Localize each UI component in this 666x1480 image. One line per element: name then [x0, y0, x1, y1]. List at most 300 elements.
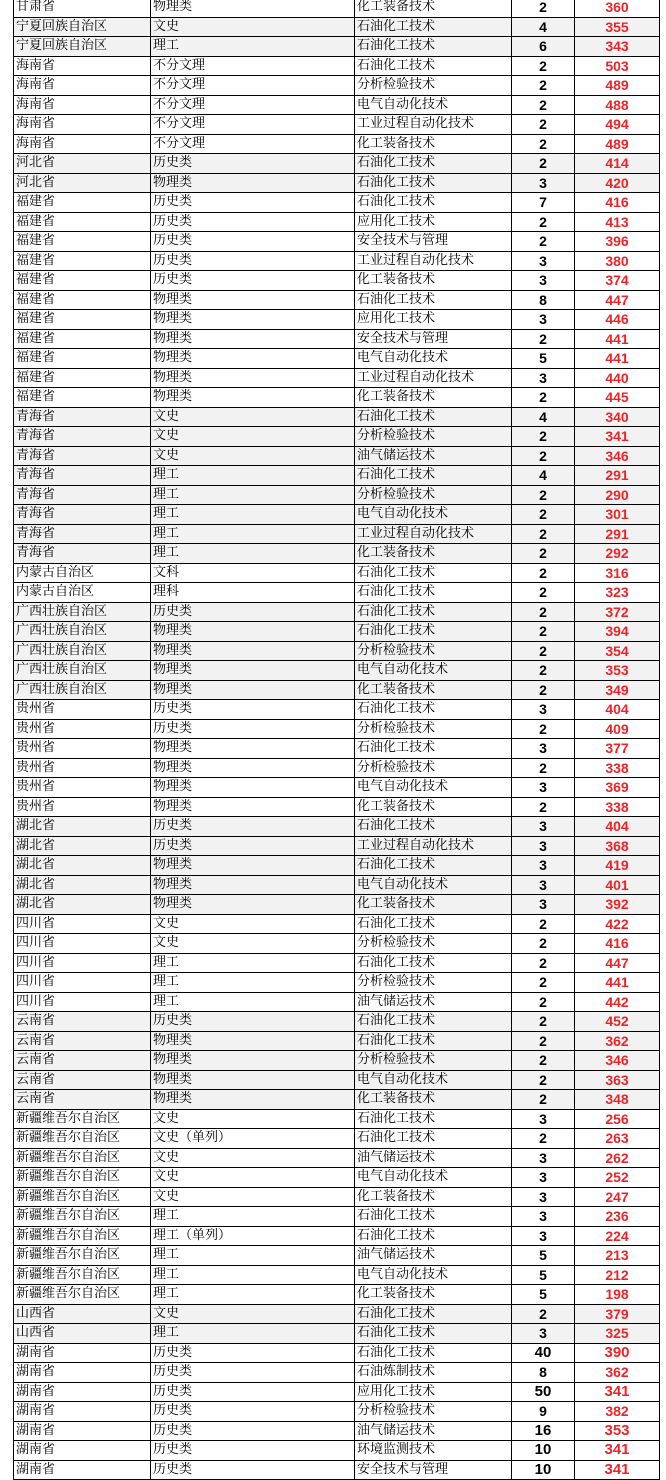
min-score-cell: 503	[575, 56, 660, 76]
province-cell: 新疆维吾尔自治区	[14, 1109, 151, 1129]
plan-count-cell: 3	[512, 1187, 575, 1207]
table-row	[14, 1382, 660, 1402]
plan-count-cell: 2	[512, 56, 575, 76]
major-cell: 石油化工技术	[355, 1031, 512, 1051]
table-row	[14, 271, 660, 291]
major-cell: 分析检验技术	[355, 1051, 512, 1071]
plan-count-cell: 3	[512, 739, 575, 759]
major-cell: 电气自动化技术	[355, 778, 512, 798]
plan-count-cell: 3	[512, 1207, 575, 1227]
province-cell: 云南省	[14, 1031, 151, 1051]
min-score-cell: 362	[575, 1031, 660, 1051]
province-cell: 青海省	[14, 446, 151, 466]
major-cell: 化工装备技术	[355, 0, 512, 17]
province-cell: 海南省	[14, 76, 151, 96]
province-cell: 山西省	[14, 1324, 151, 1344]
province-cell: 福建省	[14, 193, 151, 213]
major-cell: 石油化工技术	[355, 173, 512, 193]
province-cell: 湖北省	[14, 817, 151, 837]
table-row	[14, 1187, 660, 1207]
major-cell: 工业过程自动化技术	[355, 251, 512, 271]
plan-count-cell: 2	[512, 505, 575, 525]
min-score-cell: 419	[575, 856, 660, 876]
plan-count-cell: 6	[512, 37, 575, 57]
min-score-cell: 447	[575, 953, 660, 973]
major-cell: 电气自动化技术	[355, 349, 512, 369]
category-cell: 文史	[151, 1168, 355, 1188]
province-cell: 湖南省	[14, 1421, 151, 1441]
category-cell: 历史类	[151, 700, 355, 720]
table-row	[14, 1421, 660, 1441]
table-row	[14, 290, 660, 310]
category-cell: 物理类	[151, 329, 355, 349]
category-cell: 文史	[151, 407, 355, 427]
min-score-cell: 346	[575, 1051, 660, 1071]
min-score-cell: 341	[575, 1441, 660, 1461]
province-cell: 新疆维吾尔自治区	[14, 1226, 151, 1246]
province-cell: 云南省	[14, 1090, 151, 1110]
table-row	[14, 212, 660, 232]
category-cell: 理工	[151, 544, 355, 564]
table-row	[14, 1168, 660, 1188]
plan-count-cell: 2	[512, 563, 575, 583]
min-score-cell: 212	[575, 1265, 660, 1285]
table-row	[14, 1324, 660, 1344]
plan-count-cell: 2	[512, 719, 575, 739]
major-cell: 分析检验技术	[355, 485, 512, 505]
major-cell: 工业过程自动化技术	[355, 368, 512, 388]
category-cell: 物理类	[151, 388, 355, 408]
major-cell: 化工装备技术	[355, 1090, 512, 1110]
plan-count-cell: 3	[512, 271, 575, 291]
min-score-cell: 368	[575, 836, 660, 856]
category-cell: 理工	[151, 466, 355, 486]
category-cell: 理工	[151, 1265, 355, 1285]
category-cell: 物理类	[151, 778, 355, 798]
table-row	[14, 17, 660, 37]
plan-count-cell: 10	[512, 1460, 575, 1480]
table-row	[14, 505, 660, 525]
major-cell: 安全技术与管理	[355, 232, 512, 252]
major-cell: 石油化工技术	[355, 817, 512, 837]
major-cell: 电气自动化技术	[355, 661, 512, 681]
province-cell: 福建省	[14, 368, 151, 388]
province-cell: 福建省	[14, 251, 151, 271]
table-row	[14, 1070, 660, 1090]
province-cell: 青海省	[14, 505, 151, 525]
plan-count-cell: 2	[512, 76, 575, 96]
plan-count-cell: 2	[512, 115, 575, 135]
min-score-cell: 362	[575, 1363, 660, 1383]
province-cell: 新疆维吾尔自治区	[14, 1207, 151, 1227]
major-cell: 石油化工技术	[355, 1109, 512, 1129]
category-cell: 历史类	[151, 212, 355, 232]
plan-count-cell: 2	[512, 134, 575, 154]
province-cell: 福建省	[14, 212, 151, 232]
table-row	[14, 446, 660, 466]
major-cell: 化工装备技术	[355, 388, 512, 408]
category-cell: 物理类	[151, 641, 355, 661]
category-cell: 不分文理	[151, 134, 355, 154]
min-score-cell: 401	[575, 875, 660, 895]
major-cell: 石油化工技术	[355, 563, 512, 583]
major-cell: 电气自动化技术	[355, 1070, 512, 1090]
category-cell: 物理类	[151, 310, 355, 330]
major-cell: 石油化工技术	[355, 193, 512, 213]
category-cell: 物理类	[151, 875, 355, 895]
category-cell: 历史类	[151, 719, 355, 739]
category-cell: 物理类	[151, 1051, 355, 1071]
table-row	[14, 856, 660, 876]
major-cell: 石油化工技术	[355, 953, 512, 973]
province-cell: 青海省	[14, 407, 151, 427]
province-cell: 贵州省	[14, 797, 151, 817]
major-cell: 石油化工技术	[355, 1304, 512, 1324]
table-row	[14, 700, 660, 720]
plan-count-cell: 3	[512, 1148, 575, 1168]
min-score-cell: 224	[575, 1226, 660, 1246]
province-cell: 广西壮族自治区	[14, 602, 151, 622]
table-row	[14, 466, 660, 486]
plan-count-cell: 2	[512, 641, 575, 661]
category-cell: 文史	[151, 17, 355, 37]
category-cell: 文史	[151, 1148, 355, 1168]
major-cell: 化工装备技术	[355, 797, 512, 817]
plan-count-cell: 2	[512, 427, 575, 447]
category-cell: 理工	[151, 973, 355, 993]
plan-count-cell: 2	[512, 973, 575, 993]
min-score-cell: 390	[575, 1343, 660, 1363]
plan-count-cell: 2	[512, 992, 575, 1012]
category-cell: 理工	[151, 1324, 355, 1344]
plan-count-cell: 2	[512, 1012, 575, 1032]
category-cell: 物理类	[151, 856, 355, 876]
category-cell: 历史类	[151, 1382, 355, 1402]
table-row	[14, 368, 660, 388]
province-cell: 青海省	[14, 466, 151, 486]
table-row	[14, 797, 660, 817]
major-cell: 分析检验技术	[355, 973, 512, 993]
major-cell: 分析检验技术	[355, 934, 512, 954]
category-cell: 文史	[151, 427, 355, 447]
min-score-cell: 247	[575, 1187, 660, 1207]
plan-count-cell: 3	[512, 895, 575, 915]
province-cell: 青海省	[14, 427, 151, 447]
plan-count-cell: 2	[512, 602, 575, 622]
province-cell: 山西省	[14, 1304, 151, 1324]
min-score-cell: 413	[575, 212, 660, 232]
category-cell: 文史	[151, 914, 355, 934]
major-cell: 石油化工技术	[355, 1207, 512, 1227]
major-cell: 分析检验技术	[355, 758, 512, 778]
plan-count-cell: 10	[512, 1441, 575, 1461]
major-cell: 石油化工技术	[355, 466, 512, 486]
table-row	[14, 37, 660, 57]
min-score-cell: 338	[575, 758, 660, 778]
category-cell: 物理类	[151, 895, 355, 915]
province-cell: 新疆维吾尔自治区	[14, 1285, 151, 1305]
table-row	[14, 427, 660, 447]
table-row	[14, 817, 660, 837]
table-row	[14, 349, 660, 369]
category-cell: 理工	[151, 953, 355, 973]
major-cell: 电气自动化技术	[355, 95, 512, 115]
table-row	[14, 1012, 660, 1032]
major-cell: 分析检验技术	[355, 1402, 512, 1422]
major-cell: 石油化工技术	[355, 1343, 512, 1363]
province-cell: 福建省	[14, 310, 151, 330]
admission-table	[13, 0, 660, 1480]
major-cell: 石油化工技术	[355, 407, 512, 427]
province-cell: 四川省	[14, 992, 151, 1012]
major-cell: 应用化工技术	[355, 310, 512, 330]
category-cell: 不分文理	[151, 95, 355, 115]
min-score-cell: 416	[575, 193, 660, 213]
major-cell: 油气储运技术	[355, 1148, 512, 1168]
province-cell: 云南省	[14, 1012, 151, 1032]
category-cell: 理工	[151, 37, 355, 57]
plan-count-cell: 3	[512, 875, 575, 895]
min-score-cell: 341	[575, 427, 660, 447]
min-score-cell: 420	[575, 173, 660, 193]
min-score-cell: 360	[575, 0, 660, 17]
major-cell: 应用化工技术	[355, 212, 512, 232]
min-score-cell: 452	[575, 1012, 660, 1032]
table-row	[14, 1246, 660, 1266]
min-score-cell: 447	[575, 290, 660, 310]
province-cell: 新疆维吾尔自治区	[14, 1129, 151, 1149]
table-row	[14, 407, 660, 427]
plan-count-cell: 3	[512, 173, 575, 193]
min-score-cell: 341	[575, 1382, 660, 1402]
province-cell: 新疆维吾尔自治区	[14, 1265, 151, 1285]
min-score-cell: 262	[575, 1148, 660, 1168]
province-cell: 湖南省	[14, 1343, 151, 1363]
province-cell: 甘肃省	[14, 0, 151, 17]
table-row	[14, 583, 660, 603]
plan-count-cell: 2	[512, 1070, 575, 1090]
major-cell: 电气自动化技术	[355, 875, 512, 895]
province-cell: 贵州省	[14, 719, 151, 739]
category-cell: 文史	[151, 1304, 355, 1324]
major-cell: 应用化工技术	[355, 1382, 512, 1402]
province-cell: 海南省	[14, 115, 151, 135]
category-cell: 历史类	[151, 271, 355, 291]
min-score-cell: 341	[575, 1460, 660, 1480]
major-cell: 分析检验技术	[355, 641, 512, 661]
province-cell: 云南省	[14, 1070, 151, 1090]
table-row	[14, 388, 660, 408]
category-cell: 历史类	[151, 1421, 355, 1441]
category-cell: 物理类	[151, 0, 355, 17]
province-cell: 河北省	[14, 154, 151, 174]
major-cell: 石油化工技术	[355, 1012, 512, 1032]
category-cell: 文史	[151, 1187, 355, 1207]
category-cell: 历史类	[151, 602, 355, 622]
table-row	[14, 0, 660, 17]
table-row	[14, 1343, 660, 1363]
min-score-cell: 263	[575, 1129, 660, 1149]
province-cell: 广西壮族自治区	[14, 680, 151, 700]
category-cell: 物理类	[151, 368, 355, 388]
category-cell: 物理类	[151, 349, 355, 369]
province-cell: 湖北省	[14, 836, 151, 856]
table-row	[14, 778, 660, 798]
plan-count-cell: 2	[512, 622, 575, 642]
category-cell: 不分文理	[151, 115, 355, 135]
category-cell: 历史类	[151, 817, 355, 837]
table-row	[14, 680, 660, 700]
plan-count-cell: 2	[512, 1031, 575, 1051]
min-score-cell: 380	[575, 251, 660, 271]
province-cell: 贵州省	[14, 739, 151, 759]
plan-count-cell: 3	[512, 1109, 575, 1129]
province-cell: 贵州省	[14, 778, 151, 798]
min-score-cell: 252	[575, 1168, 660, 1188]
min-score-cell: 355	[575, 17, 660, 37]
min-score-cell: 396	[575, 232, 660, 252]
plan-count-cell: 3	[512, 1324, 575, 1344]
min-score-cell: 392	[575, 895, 660, 915]
min-score-cell: 323	[575, 583, 660, 603]
min-score-cell: 363	[575, 1070, 660, 1090]
plan-count-cell: 2	[512, 1304, 575, 1324]
category-cell: 理工	[151, 1246, 355, 1266]
category-cell: 物理类	[151, 680, 355, 700]
plan-count-cell: 3	[512, 368, 575, 388]
plan-count-cell: 2	[512, 388, 575, 408]
table-row	[14, 1031, 660, 1051]
min-score-cell: 256	[575, 1109, 660, 1129]
plan-count-cell: 4	[512, 466, 575, 486]
min-score-cell: 409	[575, 719, 660, 739]
major-cell: 工业过程自动化技术	[355, 524, 512, 544]
category-cell: 理工	[151, 1207, 355, 1227]
category-cell: 历史类	[151, 1012, 355, 1032]
min-score-cell: 416	[575, 934, 660, 954]
category-cell: 文科	[151, 563, 355, 583]
min-score-cell: 442	[575, 992, 660, 1012]
plan-count-cell: 3	[512, 700, 575, 720]
min-score-cell: 316	[575, 563, 660, 583]
major-cell: 安全技术与管理	[355, 1460, 512, 1480]
table-row	[14, 251, 660, 271]
category-cell: 历史类	[151, 1441, 355, 1461]
major-cell: 石油化工技术	[355, 583, 512, 603]
min-score-cell: 414	[575, 154, 660, 174]
min-score-cell: 213	[575, 1246, 660, 1266]
min-score-cell: 489	[575, 134, 660, 154]
min-score-cell: 488	[575, 95, 660, 115]
table-row	[14, 602, 660, 622]
min-score-cell: 441	[575, 973, 660, 993]
min-score-cell: 340	[575, 407, 660, 427]
table-row	[14, 934, 660, 954]
major-cell: 化工装备技术	[355, 134, 512, 154]
table-row	[14, 641, 660, 661]
plan-count-cell: 3	[512, 1226, 575, 1246]
major-cell: 分析检验技术	[355, 427, 512, 447]
category-cell: 物理类	[151, 1031, 355, 1051]
category-cell: 文史	[151, 934, 355, 954]
province-cell: 新疆维吾尔自治区	[14, 1187, 151, 1207]
category-cell: 不分文理	[151, 76, 355, 96]
province-cell: 河北省	[14, 173, 151, 193]
category-cell: 理工	[151, 524, 355, 544]
major-cell: 石油化工技术	[355, 290, 512, 310]
table-row	[14, 76, 660, 96]
major-cell: 石油化工技术	[355, 914, 512, 934]
category-cell: 理工	[151, 992, 355, 1012]
table-row	[14, 622, 660, 642]
plan-count-cell: 2	[512, 95, 575, 115]
province-cell: 福建省	[14, 290, 151, 310]
major-cell: 油气储运技术	[355, 1421, 512, 1441]
table-row	[14, 173, 660, 193]
table-row	[14, 953, 660, 973]
category-cell: 物理类	[151, 758, 355, 778]
province-cell: 湖南省	[14, 1441, 151, 1461]
plan-count-cell: 40	[512, 1343, 575, 1363]
major-cell: 分析检验技术	[355, 76, 512, 96]
min-score-cell: 292	[575, 544, 660, 564]
plan-count-cell: 4	[512, 17, 575, 37]
province-cell: 海南省	[14, 134, 151, 154]
province-cell: 青海省	[14, 485, 151, 505]
major-cell: 石油化工技术	[355, 1129, 512, 1149]
plan-count-cell: 2	[512, 212, 575, 232]
major-cell: 石油化工技术	[355, 856, 512, 876]
province-cell: 四川省	[14, 914, 151, 934]
plan-count-cell: 5	[512, 349, 575, 369]
plan-count-cell: 2	[512, 329, 575, 349]
plan-count-cell: 3	[512, 251, 575, 271]
plan-count-cell: 2	[512, 934, 575, 954]
min-score-cell: 382	[575, 1402, 660, 1422]
table-row	[14, 193, 660, 213]
table-row	[14, 836, 660, 856]
category-cell: 历史类	[151, 154, 355, 174]
table-row	[14, 1285, 660, 1305]
plan-count-cell: 9	[512, 1402, 575, 1422]
province-cell: 四川省	[14, 953, 151, 973]
plan-count-cell: 2	[512, 1051, 575, 1071]
province-cell: 内蒙古自治区	[14, 563, 151, 583]
plan-count-cell: 2	[512, 797, 575, 817]
province-cell: 海南省	[14, 95, 151, 115]
plan-count-cell: 2	[512, 485, 575, 505]
table-row	[14, 1441, 660, 1461]
table-row	[14, 661, 660, 681]
province-cell: 福建省	[14, 232, 151, 252]
plan-count-cell: 4	[512, 407, 575, 427]
min-score-cell: 440	[575, 368, 660, 388]
province-cell: 新疆维吾尔自治区	[14, 1148, 151, 1168]
table-row	[14, 1265, 660, 1285]
major-cell: 电气自动化技术	[355, 1168, 512, 1188]
min-score-cell: 441	[575, 329, 660, 349]
province-cell: 四川省	[14, 934, 151, 954]
major-cell: 分析检验技术	[355, 719, 512, 739]
min-score-cell: 422	[575, 914, 660, 934]
table-row	[14, 1304, 660, 1324]
category-cell: 理工	[151, 485, 355, 505]
category-cell: 物理类	[151, 797, 355, 817]
province-cell: 福建省	[14, 271, 151, 291]
min-score-cell: 494	[575, 115, 660, 135]
plan-count-cell: 8	[512, 1363, 575, 1383]
plan-count-cell: 7	[512, 193, 575, 213]
